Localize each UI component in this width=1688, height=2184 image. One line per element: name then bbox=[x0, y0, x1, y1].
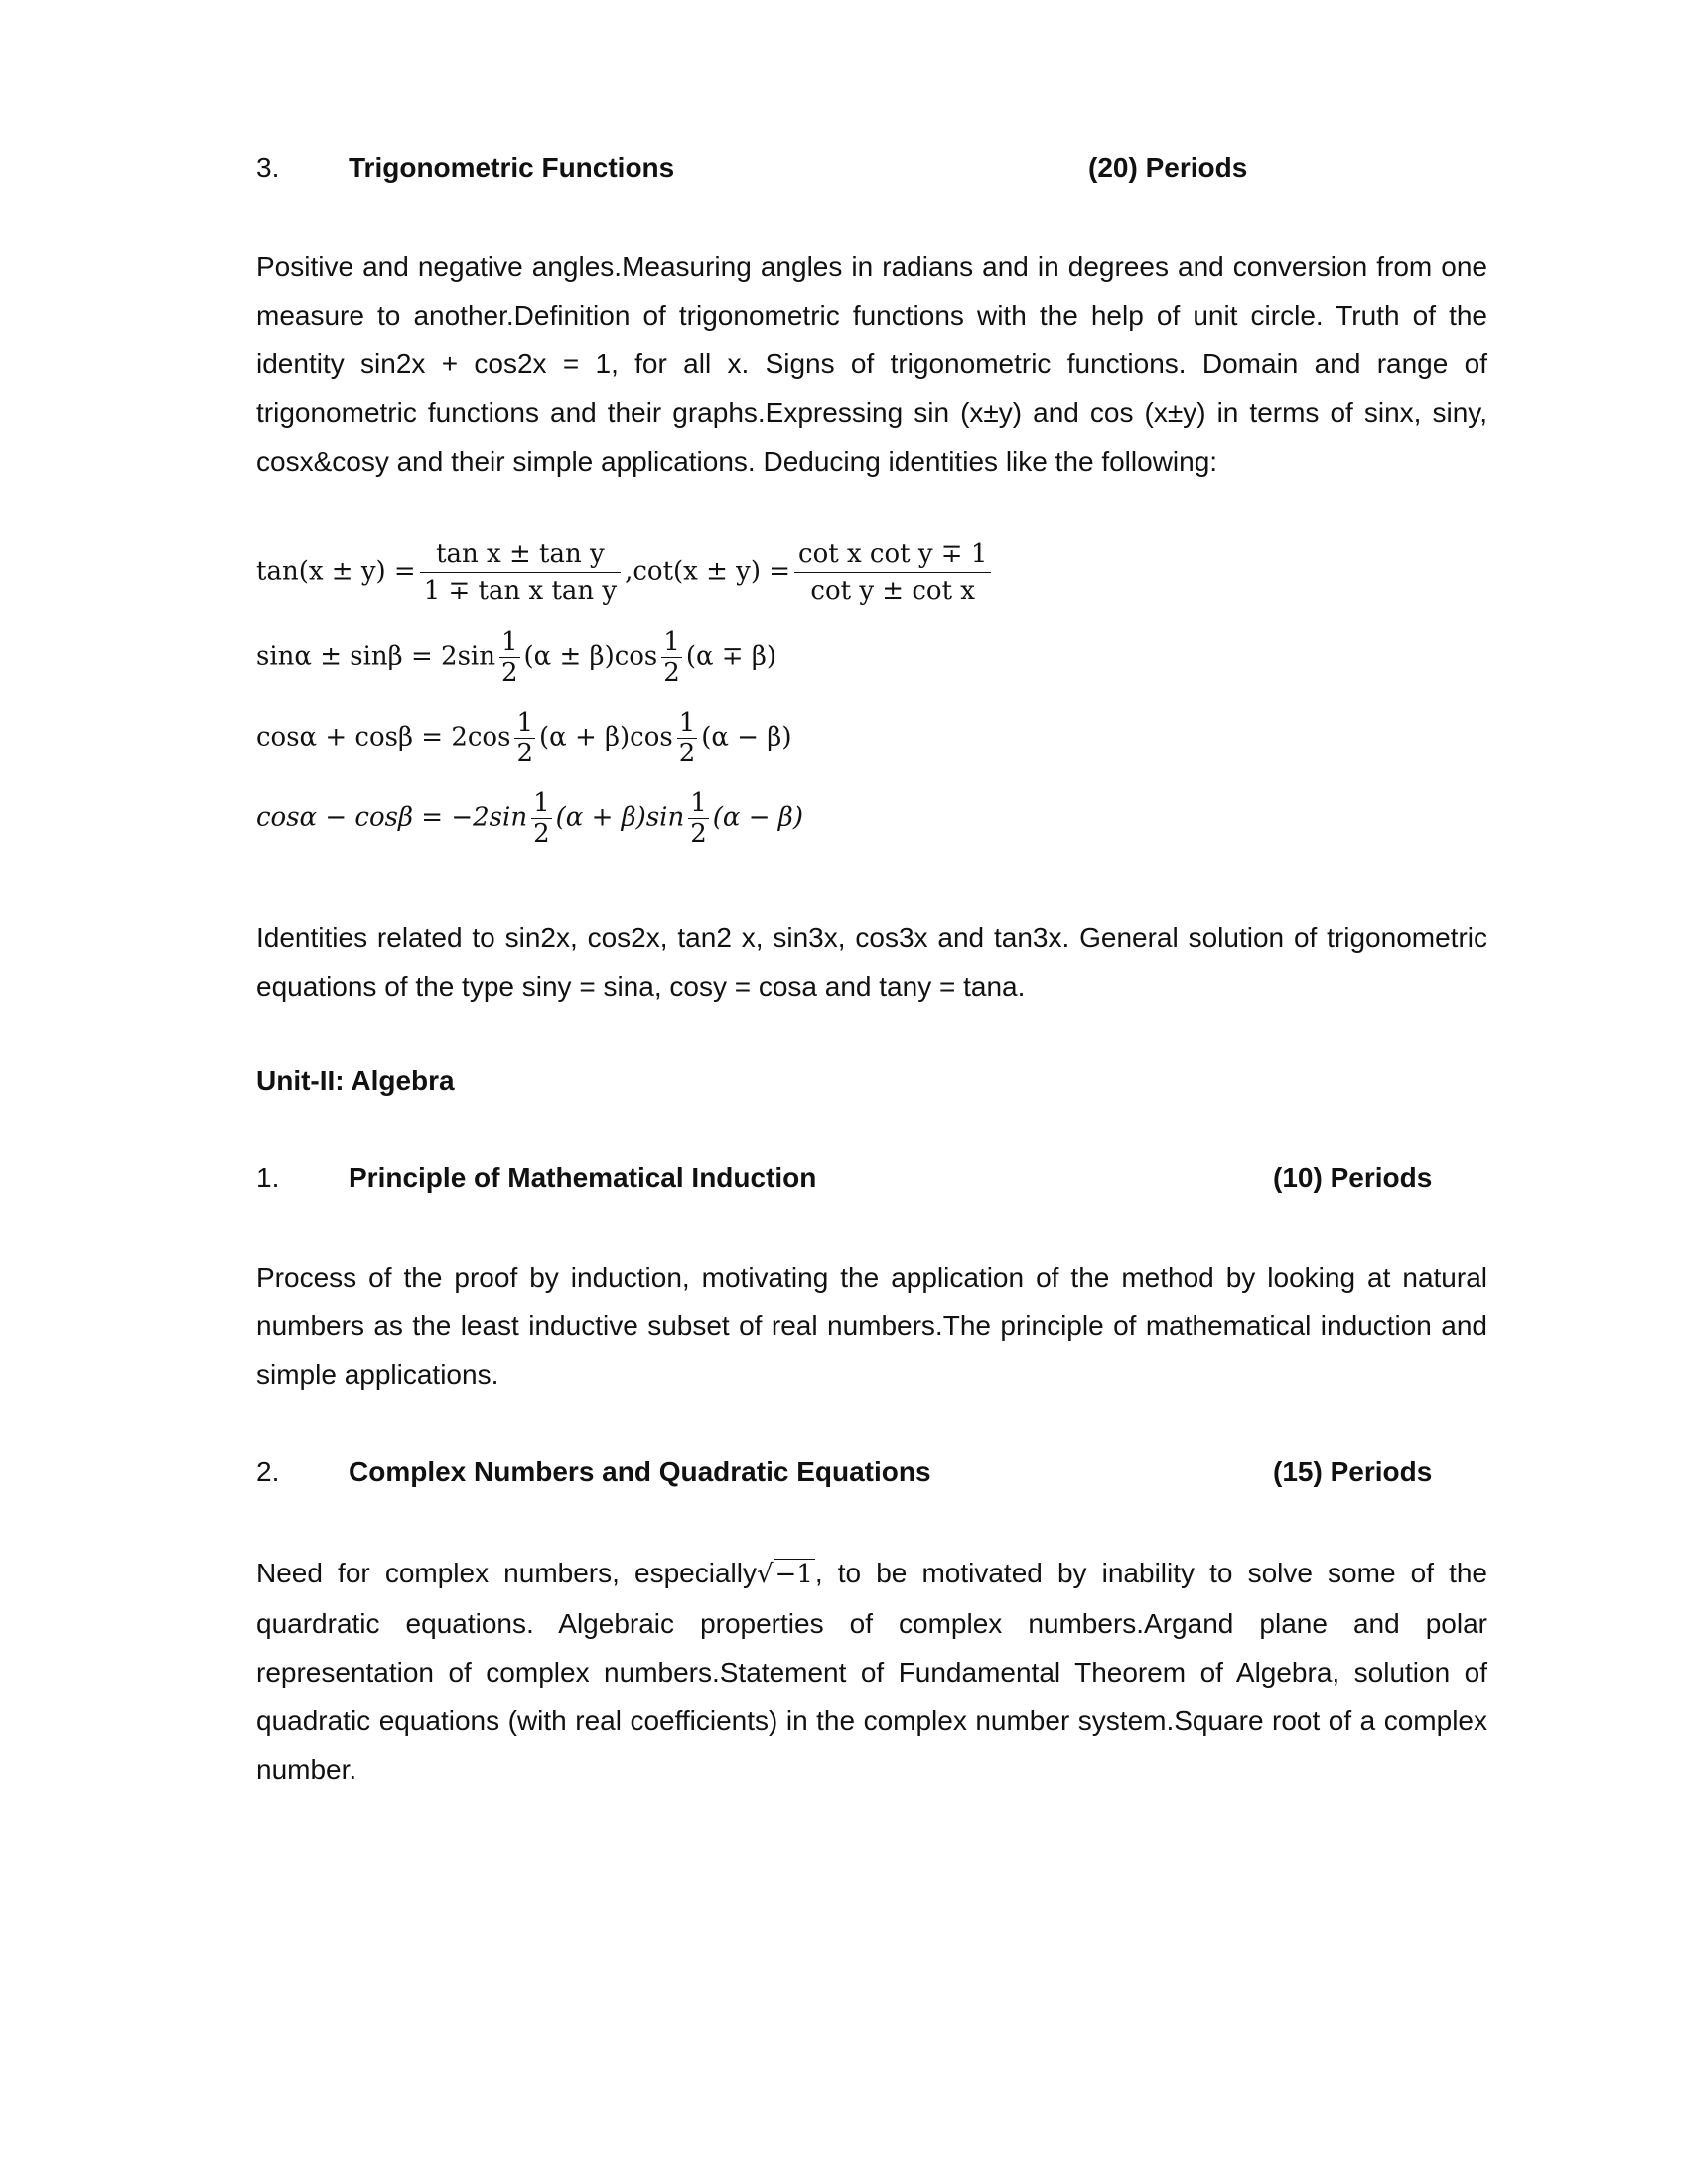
denominator: 2 bbox=[678, 739, 696, 768]
paragraph-text: , to be motivated by inability to solve some of the quardratic equations. Algebraic properties of complex numbers.Argand plane and polar representation of complex numbers.Statement of Fundamental Theorem of Algebra, solution of quadratic equations (with real coefficients) in the complex number system.Square root of a complex number. bbox=[256, 1558, 1487, 1785]
fraction-half bbox=[677, 708, 698, 768]
denominator: 2 bbox=[663, 658, 680, 688]
numerator: 1 bbox=[516, 708, 533, 738]
radical-sign: √ bbox=[756, 1560, 774, 1589]
section-title: Complex Numbers and Quadratic Equations bbox=[349, 1456, 931, 1487]
numerator: 1 bbox=[690, 788, 707, 818]
numerator: 1 bbox=[663, 627, 680, 657]
eq-text: tan(x ± y) = bbox=[256, 556, 416, 587]
denominator: 2 bbox=[516, 739, 533, 768]
section-number: 1. bbox=[256, 1162, 280, 1193]
sqrt-expression bbox=[757, 1551, 815, 1599]
denominator: 2 bbox=[500, 658, 518, 688]
section-number: 2. bbox=[256, 1456, 280, 1487]
section-periods: (20) Periods bbox=[1088, 152, 1248, 183]
equation-cos-difference bbox=[256, 788, 803, 849]
denominator: 2 bbox=[690, 819, 707, 849]
section-periods: (10) Periods bbox=[1273, 1162, 1433, 1193]
section-heading-mathematical-induction bbox=[256, 1162, 1487, 1202]
eq-text: ,cot(x ± y) = bbox=[625, 556, 791, 587]
eq-text: (α − β) bbox=[701, 722, 792, 752]
paragraph-text: Need for complex numbers, especially bbox=[256, 1558, 757, 1588]
paragraph-induction: Process of the proof by induction, motivating the application of the method by looking at natural numbers as the least inductive subset of real numbers.The principle of mathematical induction and simple applications. bbox=[256, 1262, 1487, 1390]
denominator: 2 bbox=[533, 819, 550, 849]
fraction bbox=[794, 536, 991, 609]
eq-text: (α − β) bbox=[712, 802, 803, 833]
unit-heading: Unit-II: Algebra bbox=[256, 1065, 455, 1096]
section-heading-complex-numbers bbox=[256, 1456, 1487, 1496]
numerator: 1 bbox=[533, 788, 550, 818]
eq-text: cosα + cosβ = 2cos bbox=[256, 722, 511, 752]
fraction bbox=[420, 536, 621, 609]
denominator: cot y ± cot x bbox=[810, 576, 975, 606]
radicand: −1 bbox=[774, 1560, 813, 1589]
fraction-half bbox=[514, 708, 535, 768]
eq-text: sinα ± sinβ = 2sin bbox=[256, 641, 495, 672]
equation-tan-cot-sum bbox=[256, 536, 995, 609]
fraction-half bbox=[661, 627, 682, 688]
eq-text: cosα − cosβ = −2sin bbox=[256, 802, 528, 833]
numerator: cot x cot y ∓ 1 bbox=[794, 536, 991, 573]
numerator: tan x ± tan y bbox=[420, 536, 621, 573]
numerator: 1 bbox=[500, 627, 518, 657]
eq-text: (α ∓ β) bbox=[685, 641, 777, 672]
denominator: 1 ∓ tan x tan y bbox=[423, 576, 618, 606]
section-title: Trigonometric Functions bbox=[349, 152, 675, 183]
section-heading-trigonometric-functions bbox=[256, 152, 1487, 192]
section-title: Principle of Mathematical Induction bbox=[349, 1162, 817, 1193]
equation-cos-sum bbox=[256, 708, 791, 768]
eq-text: (α ± β)cos bbox=[523, 641, 658, 672]
fraction-half bbox=[499, 627, 520, 688]
equation-sin-sum bbox=[256, 627, 776, 688]
fraction-half bbox=[688, 788, 709, 849]
paragraph-complex-numbers bbox=[256, 1549, 1487, 1794]
eq-text: (α + β)cos bbox=[538, 722, 673, 752]
section-number: 3. bbox=[256, 152, 280, 183]
paragraph-trigonometry-intro: Positive and negative angles.Measuring angles in radians and in degrees and conversion from one measure to another.Definition of trigonometric functions with the help of unit circle. Truth of the identity sin2x + cos2x = 1, for all x. Signs of trigonometric functions. Domain and range of trigonometric functions and their graphs.Expressing sin (x±y) and cos (x±y) in terms of sinx, siny, cosx&cosy and their simple applications. Deducing identities like the following: bbox=[256, 251, 1487, 477]
eq-text: (α + β)sin bbox=[555, 802, 685, 833]
paragraph-identities: Identities related to sin2x, cos2x, tan2 x, sin3x, cos3x and tan3x. General solution of trigonometric equations of the type siny = sina, cosy = cosa and tany = tana. bbox=[256, 922, 1487, 1002]
section-periods: (15) Periods bbox=[1273, 1456, 1433, 1487]
numerator: 1 bbox=[678, 708, 696, 738]
fraction-half bbox=[531, 788, 552, 849]
